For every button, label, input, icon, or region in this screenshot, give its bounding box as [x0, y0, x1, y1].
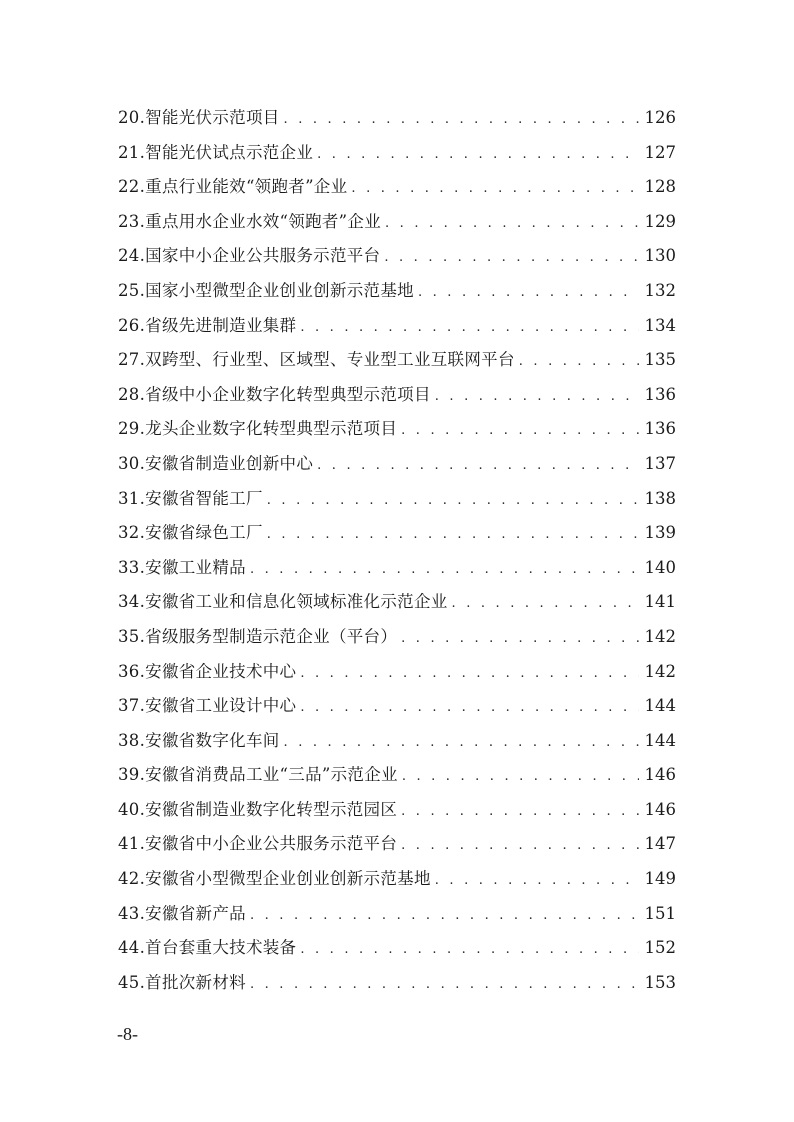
toc-entry[interactable]	[118, 724, 676, 759]
toc-entry-page: 149	[644, 869, 676, 889]
toc-entry-title: 36.安徽省企业技术中心	[118, 661, 297, 681]
toc-entry[interactable]	[118, 136, 676, 171]
toc-entry-title: 31.安徽省智能工厂	[118, 488, 263, 508]
toc-entry-page: 144	[644, 696, 676, 716]
toc-entry[interactable]	[118, 862, 676, 897]
toc-dot-leader	[435, 380, 639, 415]
toc-entry[interactable]	[118, 655, 676, 690]
toc-entry[interactable]	[118, 309, 676, 344]
toc-entry-page: 146	[644, 799, 676, 819]
toc-entry-title: 43.安徽省新产品	[118, 903, 246, 923]
toc-dot-leader	[300, 311, 638, 346]
toc-entry[interactable]	[118, 101, 676, 136]
toc-entry[interactable]	[118, 585, 676, 620]
toc-dot-leader	[267, 518, 639, 553]
toc-entry-page: 152	[644, 938, 676, 958]
toc-entry-title: 27.双跨型、行业型、区域型、专业型工业互联网平台	[118, 350, 515, 370]
toc-entry[interactable]	[118, 551, 676, 586]
toc-entry-page: 141	[644, 592, 676, 612]
toc-dot-leader	[402, 760, 639, 795]
toc-entry-page: 142	[644, 661, 676, 681]
toc-dot-leader	[300, 657, 638, 692]
toc-entry-title: 35.省级服务型制造示范企业（平台）	[118, 626, 398, 646]
toc-dot-leader	[250, 968, 639, 1003]
toc-entry-title: 24.国家中小企业公共服务示范平台	[118, 246, 381, 266]
toc-entry-title: 41.安徽省中小企业公共服务示范平台	[118, 834, 398, 854]
toc-dot-leader	[250, 553, 639, 588]
toc-dot-leader	[300, 691, 638, 726]
toc-entry[interactable]	[118, 205, 676, 240]
toc-entry[interactable]	[118, 447, 676, 482]
toc-dot-leader	[317, 138, 638, 173]
toc-entry[interactable]	[118, 897, 676, 932]
toc-dot-leader	[384, 241, 638, 276]
toc-dot-leader	[284, 726, 639, 761]
toc-entry[interactable]	[118, 378, 676, 413]
toc-entry-title: 32.安徽省绿色工厂	[118, 523, 263, 543]
toc-entry-title: 40.安徽省制造业数字化转型示范园区	[118, 799, 398, 819]
toc-entry[interactable]	[118, 170, 676, 205]
toc-dot-leader	[317, 449, 638, 484]
toc-entry-title: 23.重点用水企业水效“领跑者”企业	[118, 211, 382, 231]
toc-entry-page: 135	[644, 350, 676, 370]
toc-entry-title: 20.智能光伏示范项目	[118, 108, 280, 127]
toc-entry-page: 142	[644, 626, 676, 646]
toc-entry-title: 37.安徽省工业设计中心	[118, 696, 297, 716]
toc-entry-title: 28.省级中小企业数字化转型典型示范项目	[118, 384, 431, 404]
toc-entry-page: 140	[644, 557, 676, 577]
toc-entry-page: 146	[644, 765, 676, 785]
toc-entry[interactable]	[118, 966, 676, 1001]
toc-entry[interactable]	[118, 516, 676, 551]
toc-dot-leader	[519, 345, 639, 380]
toc-entry-title: 33.安徽工业精品	[118, 557, 246, 577]
toc-dot-leader	[385, 207, 638, 242]
toc-dot-leader	[401, 622, 638, 657]
toc-dot-leader	[250, 899, 639, 934]
toc-entry[interactable]	[118, 343, 676, 378]
toc-entry[interactable]	[118, 931, 676, 966]
toc-entry-page: 138	[644, 488, 676, 508]
toc-entry-page: 130	[644, 246, 676, 266]
toc-dot-leader	[401, 795, 638, 830]
toc-entry-title: 26.省级先进制造业集群	[118, 315, 297, 335]
toc-entry-page: 127	[644, 142, 676, 162]
page-number: -8-	[117, 1024, 138, 1044]
toc-entry[interactable]	[118, 827, 676, 862]
toc-entry-title: 22.重点行业能效“领跑者”企业	[118, 177, 348, 197]
toc-dot-leader	[435, 864, 639, 899]
toc-entry-page: 144	[644, 730, 676, 750]
toc-dot-leader	[351, 172, 638, 207]
toc-entry-title: 38.安徽省数字化车间	[118, 730, 280, 750]
toc-entry[interactable]	[118, 239, 676, 274]
toc-dot-leader	[401, 829, 638, 864]
toc-entry-title: 29.龙头企业数字化转型典型示范项目	[118, 419, 398, 439]
toc-entry-page: 126	[644, 108, 676, 127]
toc-dot-leader	[452, 587, 639, 622]
toc-entry[interactable]	[118, 274, 676, 309]
toc-entry-page: 147	[644, 834, 676, 854]
toc-entry-title: 39.安徽省消费品工业“三品”示范企业	[118, 765, 398, 785]
toc-entry-page: 136	[644, 384, 676, 404]
toc-entry-page: 137	[644, 453, 676, 473]
toc-entry[interactable]	[118, 689, 676, 724]
toc-entry-title: 44.首台套重大技术装备	[118, 938, 297, 958]
toc-entry-page: 134	[644, 315, 676, 335]
toc-dot-leader	[418, 276, 639, 311]
toc-entry-page: 151	[644, 903, 676, 923]
toc-entry-title: 25.国家小型微型企业创业创新示范基地	[118, 280, 414, 300]
toc-entry-page: 132	[644, 280, 676, 300]
toc-entry-title: 30.安徽省制造业创新中心	[118, 453, 314, 473]
toc-dot-leader	[401, 414, 638, 449]
table-of-contents	[118, 101, 676, 1000]
toc-entry[interactable]	[118, 793, 676, 828]
toc-entry-page: 153	[644, 972, 676, 992]
toc-entry[interactable]	[118, 412, 676, 447]
toc-entry[interactable]	[118, 620, 676, 655]
toc-entry-page: 136	[644, 419, 676, 439]
toc-entry-title: 34.安徽省工业和信息化领域标准化示范企业	[118, 592, 448, 612]
toc-dot-leader	[300, 933, 638, 968]
toc-entry[interactable]	[118, 758, 676, 793]
toc-entry-title: 21.智能光伏试点示范企业	[118, 142, 314, 162]
toc-entry-page: 128	[644, 177, 676, 197]
toc-entry-page: 139	[644, 523, 676, 543]
toc-dot-leader	[284, 103, 639, 138]
toc-entry-title: 45.首批次新材料	[118, 972, 246, 992]
toc-entry-page: 129	[644, 211, 676, 231]
toc-dot-leader	[267, 484, 639, 519]
toc-entry[interactable]	[118, 482, 676, 517]
toc-entry-title: 42.安徽省小型微型企业创业创新示范基地	[118, 869, 431, 889]
